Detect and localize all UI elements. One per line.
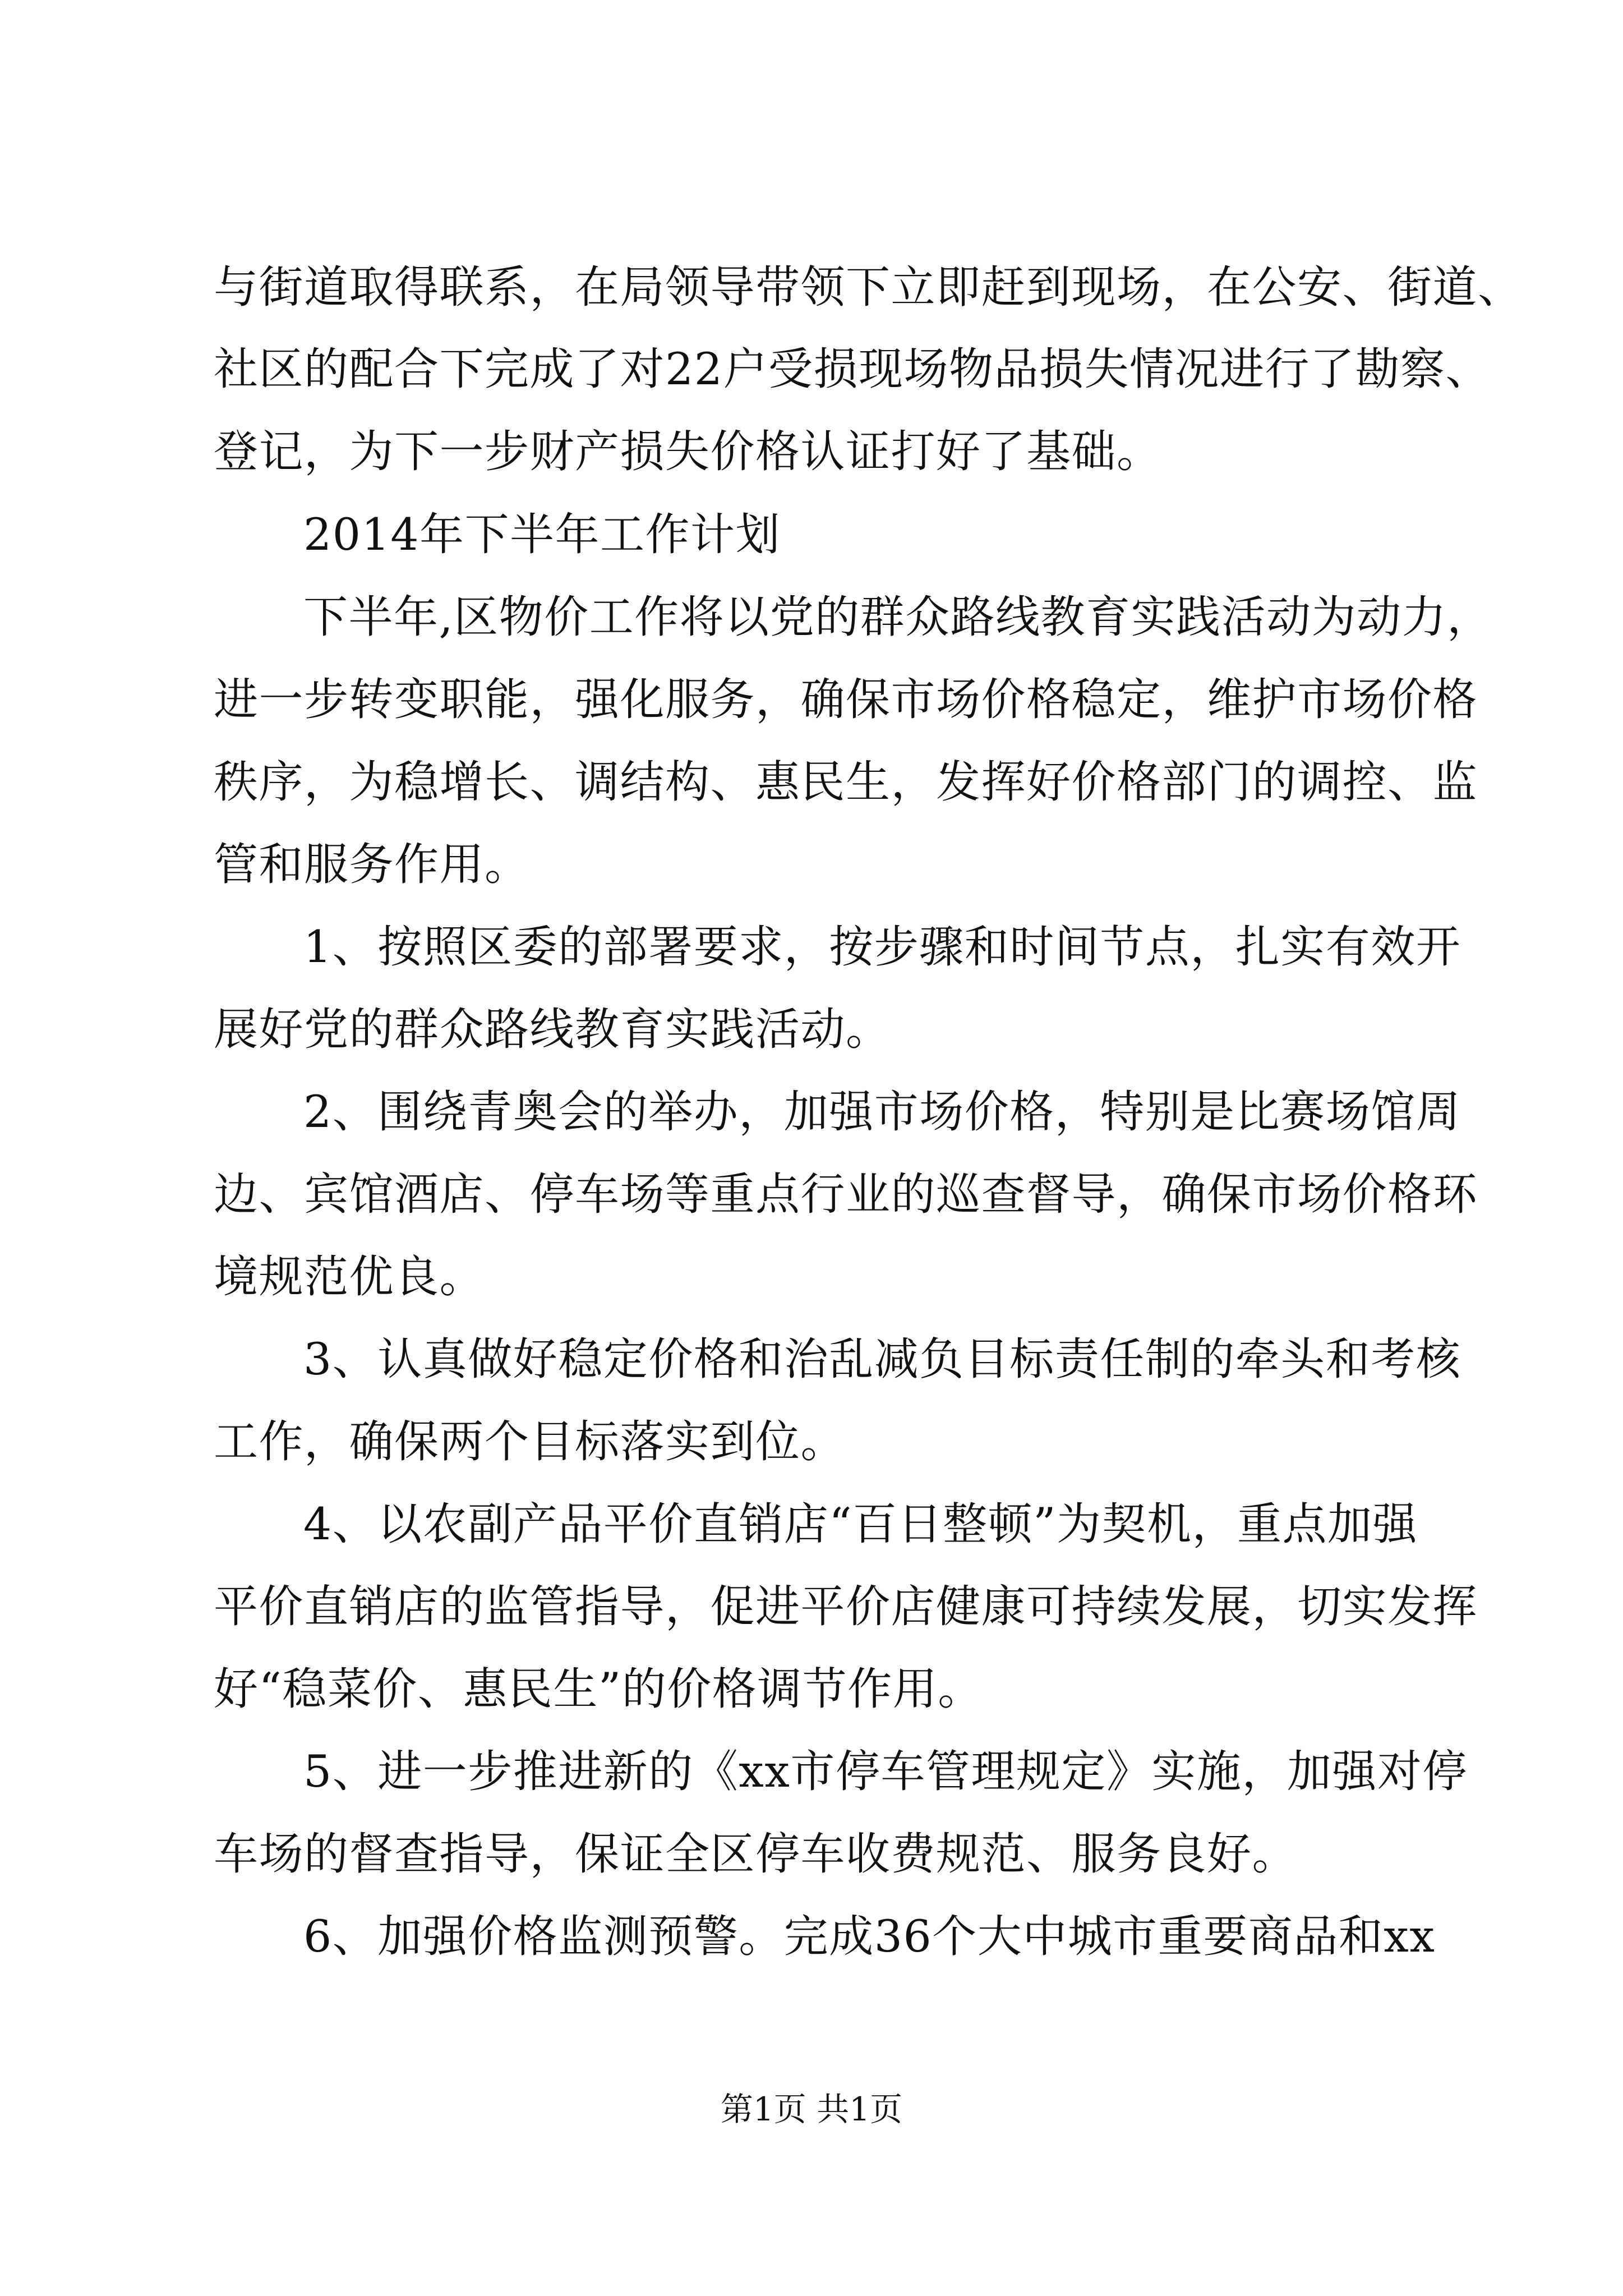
text-line xyxy=(0,1641,1623,1737)
text-line xyxy=(0,1229,1623,1324)
text-line-content: 管和服务作用。 xyxy=(214,839,530,890)
text-line xyxy=(0,1559,1623,1654)
text-line-content: 进一步转变职能，强化服务，确保市场价格稳定，维护市场价格 xyxy=(214,674,1478,725)
text-line-content: 社区的配合下完成了对22户受损现场物品损失情况进行了勘察、 xyxy=(214,343,1491,395)
text-line xyxy=(0,1806,1623,1902)
text-line-content: 6、加强价格监测预警。完成36个大中城市重要商品和xx xyxy=(303,1911,1436,1962)
text-line-content: 2、围绕青奥会的举办，加强市场价格，特别是比赛场馆周 xyxy=(303,1086,1461,1138)
text-line-content: 边、宾馆酒店、停车场等重点行业的巡查督导，确保市场价格环 xyxy=(214,1168,1478,1220)
text-line-content: 展好党的群众路线教育实践活动。 xyxy=(214,1004,891,1055)
text-line xyxy=(0,569,1623,665)
text-line-content: 1、按照区委的部署要求，按步骤和时间节点，扎实有效开 xyxy=(303,921,1461,973)
text-line-content: 好“稳菜价、惠民生”的价格调节作用。 xyxy=(214,1663,983,1715)
text-line-content: 登记，为下一步财产损失价格认证打好了基础。 xyxy=(214,426,1162,477)
text-line xyxy=(0,1889,1623,1984)
text-line xyxy=(0,404,1623,499)
text-line-content: 境规范优良。 xyxy=(214,1251,485,1303)
text-line xyxy=(0,1394,1623,1489)
text-line xyxy=(0,1147,1623,1242)
text-line-content: 5、进一步推进新的《xx市停车管理规定》实施，加强对停 xyxy=(303,1746,1468,1797)
section-heading-text: 2014年下半年工作计划 xyxy=(303,509,781,560)
text-line xyxy=(0,817,1623,912)
text-line xyxy=(0,240,1623,335)
text-line-content: 与街道取得联系，在局领导带领下立即赶到现场，在公安、街道、 xyxy=(214,261,1523,313)
text-line-content: 3、认真做好稳定价格和治乱减负目标责任制的牵头和考核 xyxy=(303,1333,1461,1385)
text-line xyxy=(0,899,1623,995)
text-line xyxy=(0,982,1623,1077)
text-line-content: 秩序，为稳增长、调结构、惠民生，发挥好价格部门的调控、监 xyxy=(214,756,1478,808)
page-footer: 第1页 共1页 xyxy=(720,2090,903,2128)
text-line xyxy=(0,652,1623,747)
text-line-content: 车场的督查指导，保证全区停车收费规范、服务良好。 xyxy=(214,1828,1297,1880)
text-line-content: 4、以农副产品平价直销店“百日整顿”为契机，重点加强 xyxy=(303,1498,1418,1550)
text-line-content: 平价直销店的监管指导，促进平价店健康可持续发展，切实发挥 xyxy=(214,1581,1478,1632)
text-line xyxy=(0,1312,1623,1407)
section-heading xyxy=(0,487,1623,582)
text-line xyxy=(0,734,1623,830)
text-line xyxy=(0,1476,1623,1572)
text-line xyxy=(0,321,1623,417)
text-line xyxy=(0,1724,1623,1819)
text-line-content: 工作，确保两个目标落实到位。 xyxy=(214,1416,846,1467)
text-line-content: 下半年,区物价工作将以党的群众路线教育实践活动为动力， xyxy=(303,591,1492,643)
text-line xyxy=(0,1064,1623,1159)
